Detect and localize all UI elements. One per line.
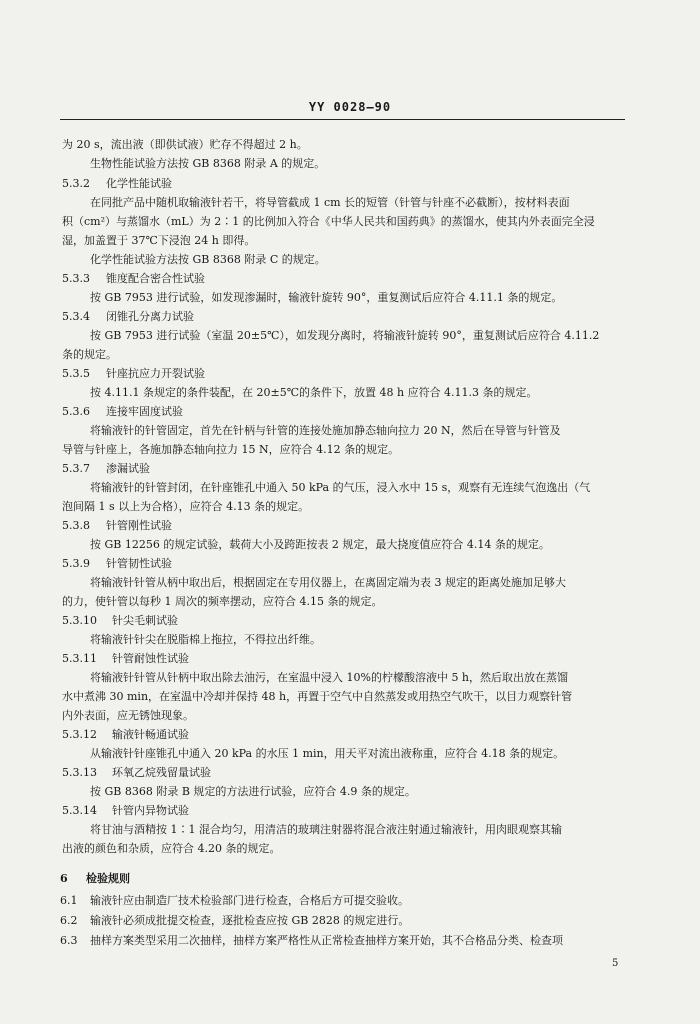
section-number: 5.3.5 (62, 367, 90, 380)
section-title: 针座抗应力开裂试验 (106, 367, 205, 380)
text-line: 化学性能试验方法按 GB 8368 附录 C 的规定。 (90, 253, 326, 266)
text-line: 湿，加盖置于 37℃下浸泡 24 h 即得。 (62, 234, 256, 247)
text-line: 按 GB 7953 进行试验，如发现渗漏时，输液针旋转 90°，重复测试后应符合 4.11.1 条的规定。 (90, 291, 563, 304)
section-number: 5.3.13 (62, 766, 97, 779)
section-title: 针管韧性试验 (106, 557, 172, 570)
text-line: 按 GB 7953 进行试验（室温 20±5℃），如发现分离时，将输液针旋转 90°，重复测试后应符合 4.11.2 (90, 329, 600, 342)
section-title: 连接牢固度试验 (106, 405, 183, 418)
text-line: 生物性能试验方法按 GB 8368 附录 A 的规定。 (90, 157, 326, 170)
text-line: 将输液针针管从针柄中取出除去油污，在室温中浸入 10%的柠檬酸溶液中 5 h，然后取出放在蒸馏 (90, 671, 569, 684)
text-line: 将输液针针管从柄中取出后，根据固定在专用仪器上，在离固定端为表 3 规定的距离处施加足够大 (90, 576, 566, 589)
text-line: 将输液针的针管封闭，在针座锥孔中通入 50 kPa 的气压，浸入水中 15 s，观察有无连续气泡逸出（气 (90, 481, 591, 494)
text-line: 水中煮沸 30 min，在室温中冷却并保持 48 h，再置于空气中自然蒸发或用热空气吹干，以目力观察针管 (62, 690, 573, 703)
section-number: 5.3.8 (62, 519, 90, 532)
page-number: 5 (612, 958, 619, 969)
text-line: 输液针应由制造厂技术检验部门进行检查，合格后方可提交验收。 (90, 894, 409, 907)
section-title: 检验规则 (86, 872, 130, 885)
text-line: 将甘油与酒精按 1∶1 混合均匀，用清洁的玻璃注射器将混合液注射通过输液针，用肉眼观察其输 (90, 823, 562, 836)
section-title: 针管刚性试验 (106, 519, 172, 532)
section-number: 5.3.2 (62, 177, 90, 190)
text-line: 输液针必须成批提交检查，逐批检查应按 GB 2828 的规定进行。 (90, 914, 410, 927)
text-line: 的力，使针管以每秒 1 周次的频率摆动，应符合 4.15 条的规定。 (62, 595, 383, 608)
text-line: 抽样方案类型采用二次抽样，抽样方案严格性从正常检查抽样方案开始，其不合格品分类、检查项 (90, 934, 563, 947)
section-number: 5.3.6 (62, 405, 90, 418)
section-title: 化学性能试验 (106, 177, 172, 190)
section-number: 5.3.9 (62, 557, 90, 570)
section-number: 5.3.4 (62, 310, 90, 323)
section-title: 闭锥孔分离力试验 (106, 310, 194, 323)
section-title: 针尖毛刺试验 (112, 614, 178, 627)
text-line: 将输液针针尖在脱脂棉上拖拉，不得拉出纤维。 (90, 633, 321, 646)
section-number: 5.3.12 (62, 728, 97, 741)
text-line: 导管与针座上，各施加静态轴向拉力 15 N，应符合 4.12 条的规定。 (62, 443, 400, 456)
text-line: 按 4.11.1 条规定的条件装配，在 20±5℃的条件下，放置 48 h 应符合 4.11.3 条的规定。 (90, 386, 538, 399)
page-header: YY 0028—90 (308, 100, 392, 114)
text-line: 出液的颜色和杂质，应符合 4.20 条的规定。 (62, 842, 281, 855)
section-number: 5.3.10 (62, 614, 97, 627)
section-title: 锥度配合密合性试验 (106, 272, 205, 285)
text-line: 泡间隔 1 s 以上为合格），应符合 4.13 条的规定。 (62, 500, 310, 513)
section-number: 6.1 (60, 894, 78, 907)
section-number: 5.3.3 (62, 272, 90, 285)
text-line: 为 20 s，流出液（即供试液）贮存不得超过 2 h。 (62, 138, 308, 151)
section-title: 针管耐蚀性试验 (112, 652, 189, 665)
section-title: 针管内异物试验 (112, 804, 189, 817)
section-number: 6 (60, 872, 68, 885)
text-line: 内外表面，应无锈蚀现象。 (62, 709, 194, 722)
section-title: 渗漏试验 (106, 462, 150, 475)
section-title: 环氧乙烷残留量试验 (112, 766, 211, 779)
text-line: 将输液针的针管固定，首先在针柄与针管的连接处施加静态轴向拉力 20 N，然后在导管与针管及 (90, 424, 561, 437)
text-line: 条的规定。 (62, 348, 117, 361)
text-line: 在同批产品中随机取输液针若干，将导管截成 1 cm 长的短管（针管与针座不必截断），按材料表面 (90, 196, 570, 209)
section-number: 6.3 (60, 934, 78, 947)
text-line: 按 GB 8368 附录 B 规定的方法进行试验，应符合 4.9 条的规定。 (90, 785, 416, 798)
text-line: 按 GB 12256 的规定试验，载荷大小及跨距按表 2 规定，最大挠度值应符合 4.14 条的规定。 (90, 538, 550, 551)
text-line: 从输液针针座锥孔中通入 20 kPa 的水压 1 min，用天平对流出液称重，应符合 4.18 条的规定。 (90, 747, 565, 760)
section-title: 输液针畅通试验 (112, 728, 189, 741)
header-rule (60, 119, 625, 120)
section-number: 5.3.14 (62, 804, 97, 817)
section-number: 5.3.7 (62, 462, 90, 475)
section-number: 5.3.11 (62, 652, 97, 665)
section-number: 6.2 (60, 914, 78, 927)
text-line: 积（cm²）与蒸馏水（mL）为 2∶1 的比例加入符合《中华人民共和国药典》的蒸馏水，使其内外表面完全浸 (62, 215, 595, 228)
